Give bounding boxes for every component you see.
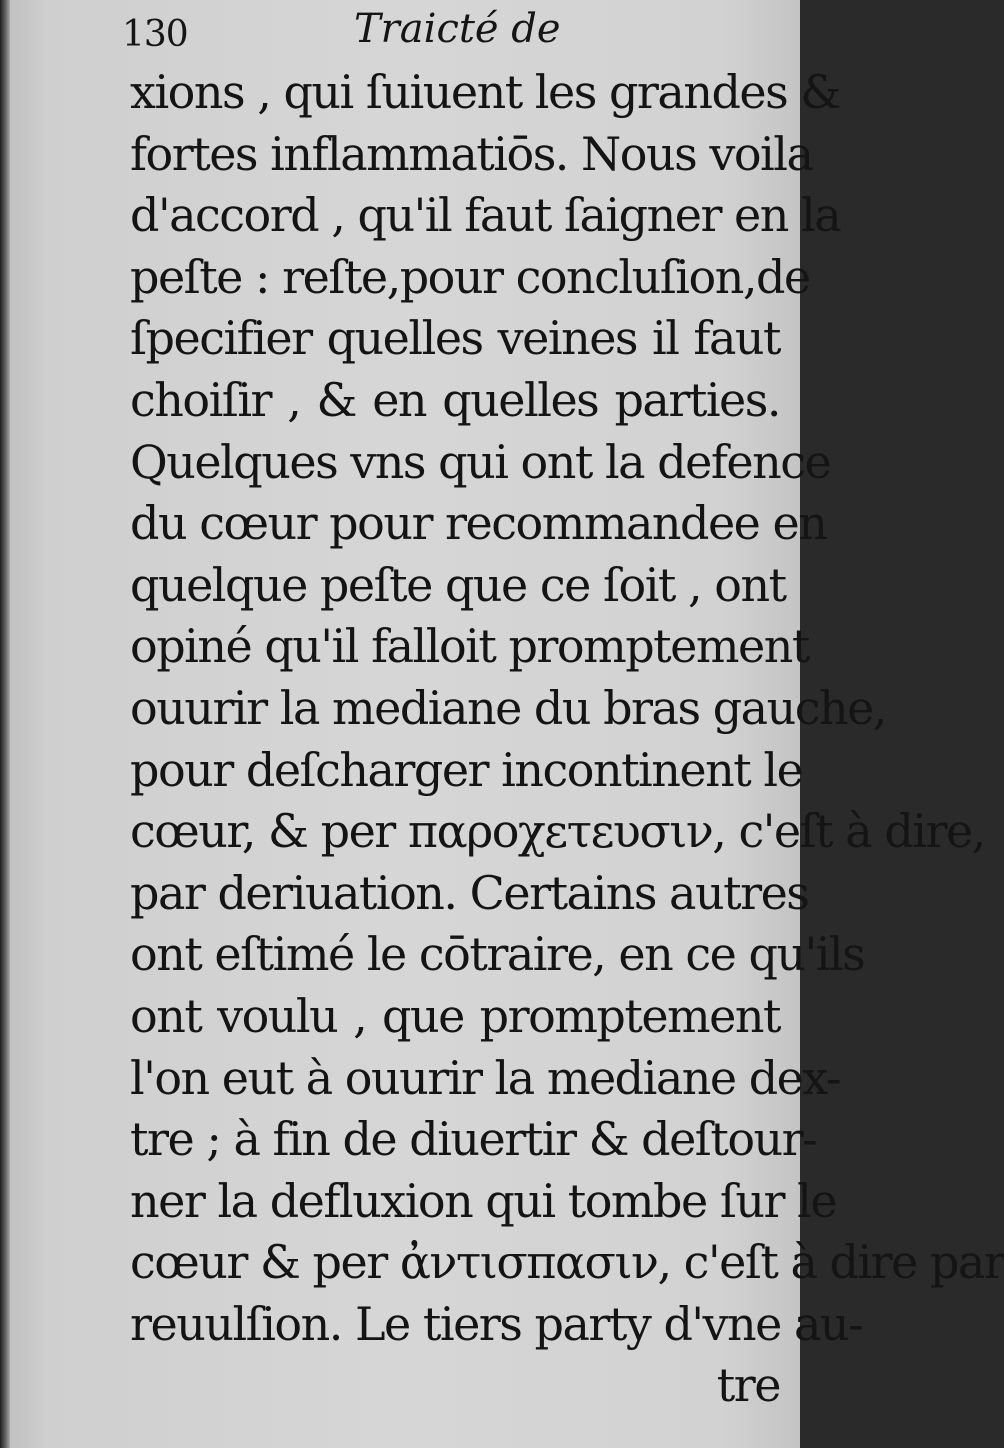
text-line: xions , qui ſuiuent les grandes & bbox=[130, 65, 840, 119]
catchword: tre bbox=[716, 1358, 780, 1413]
text-line: ner la defluxion qui tombe ſur le bbox=[130, 1173, 837, 1228]
text-line: choiſir , & en quelles parties. bbox=[130, 372, 780, 427]
page-number: 130 bbox=[122, 14, 188, 55]
text-line: ont voulu , que promptement bbox=[130, 988, 780, 1043]
page-header bbox=[122, 6, 782, 66]
text-line: cœur, & per παροχετευσιν, c'eſt à dire, bbox=[130, 804, 985, 859]
text-line: cœur & per ἀντισπασιν, c'eſt à dire par bbox=[130, 1235, 1004, 1290]
text-line: ouurir la mediane du bras gauche, bbox=[130, 680, 886, 735]
text-line: Quelques vns qui ont la defence bbox=[130, 434, 831, 489]
body-text bbox=[130, 62, 1004, 1417]
text-line: tre ; à fin de diuertir & deſtour- bbox=[130, 1112, 817, 1167]
text-line: par deriuation. Certains autres bbox=[130, 865, 809, 920]
text-line: fortes inflammatiōs. Nous voila bbox=[130, 126, 813, 181]
text-line: ont eſtimé le cōtraire, en ce qu'ils bbox=[130, 927, 865, 982]
running-head: Traicté de bbox=[354, 6, 561, 52]
text-line: peſte : reſte,pour concluſion,de bbox=[130, 249, 810, 304]
text-line: l'on eut à ouurir la mediane dex- bbox=[130, 1050, 841, 1105]
text-line: ſpecifier quelles veines il faut bbox=[130, 311, 780, 366]
text-line: quelque peſte que ce ſoit , ont bbox=[130, 557, 786, 612]
text-line: opiné qu'il falloit promptement bbox=[130, 619, 809, 674]
text-line: d'accord , qu'il faut ſaigner en la bbox=[130, 188, 841, 243]
text-line: pour deſcharger incontinent le bbox=[130, 742, 803, 797]
page-gutter-shadow bbox=[0, 0, 10, 1448]
text-line: reuulſion. Le tiers party d'vne au- bbox=[130, 1296, 863, 1351]
text-line: du cœur pour recommandee en bbox=[130, 496, 827, 551]
